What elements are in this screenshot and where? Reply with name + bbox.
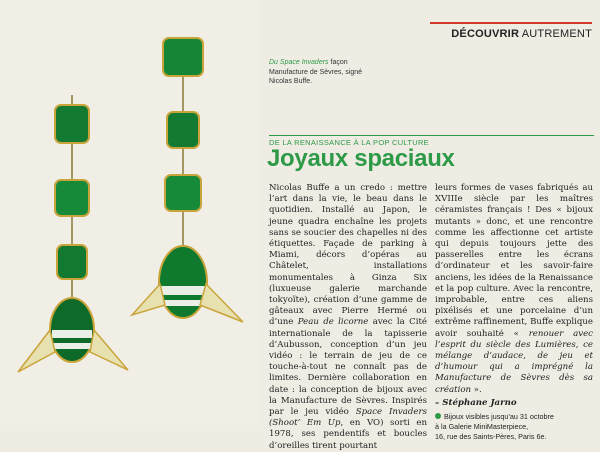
left-text-1: Nicolas Buffe a un credo : mettre l’art dans la vie, le beau dans le quotidien. Installé au Japon, le jeune quadra enchaîne les projets sans se soucier des chapelles ni des étiquettes. Façade de parking à Miami, décors d’opéras au Châtelet, installations monumentales à Ginza Six (luxueuse galerie marchande tokyoïte), création d’une gamme de gâteaux avec Pierre Hermé ou d’une bbox=[269, 183, 427, 328]
info-line-2: à la Galerie MiniMasterpiece, bbox=[435, 422, 529, 432]
photo-caption bbox=[269, 58, 365, 87]
earrings-photo bbox=[0, 0, 260, 425]
article-column-right bbox=[435, 183, 593, 442]
left-italic-2: Space Invaders (Shoot’ Em Up bbox=[269, 407, 427, 429]
section-tag bbox=[430, 22, 592, 40]
caption-prefix: Du bbox=[269, 59, 280, 66]
left-text-3: , en VO) sorti en 1978, ses pendentifs et boucles d’oreilles tirent pourtant bbox=[269, 418, 428, 451]
exhibition-info bbox=[435, 412, 593, 442]
left-text-2: avec la Cité internationale de la tapisserie d’Aubusson, conception d’un jeu vidéo : le terrain de jeu de ce touche-à-tout ne connaît pas de limites. Dernière collaboration en date : la conception de bijoux avec la Manufacture de Sèvres. Inspirés par le jeu vidéo bbox=[269, 317, 427, 418]
article-column-left bbox=[269, 183, 427, 452]
caption-italic: Space Invaders bbox=[279, 59, 329, 66]
right-text-1: leurs formes de vases fabriqués au XVIIIe siècle par les maîtres céramistes français ! Des « bijoux mutants » donc, et une rencontre comme les affectionne cet artiste qui depuis toujours jette des passerelles entre les écrans d’ordinateur et les savoir-faire anciens, les idées de la Renaissance et la pop culture. Avec la rencontre, improbable, entre ces aliens pixélisés et une porcelaine d’un extrême raffinement, Buffe explique avoir souhaité « bbox=[435, 183, 593, 339]
author-byline: – Stéphane Jarno bbox=[435, 397, 517, 408]
info-line-3: 16, rue des Saints-Pères, Paris 6e. bbox=[435, 432, 547, 442]
caption-text: façon Manufacture de Sèvres, signé Nicolas Buffe. bbox=[269, 59, 362, 85]
bullet-dot-icon bbox=[435, 413, 441, 419]
kicker: DE LA RENAISSANCE À LA POP CULTURE bbox=[269, 135, 594, 147]
left-italic-1: Peau de licorne bbox=[297, 317, 369, 328]
section-tag-bold: DÉCOUVRIR bbox=[451, 28, 520, 40]
section-tag-rest: AUTREMENT bbox=[519, 28, 592, 40]
right-italic-1: renouer avec l’esprit du siècle des Lumières, ce mélange d’audace, de jeu et d’humour qui a imprégné la Manufacture de Sèvres dès sa création bbox=[435, 328, 593, 395]
article-title: Joyaux spaciaux bbox=[267, 145, 455, 172]
info-line-1: Bijoux visibles jusqu’au 31 octobre bbox=[444, 412, 554, 422]
right-text-2: ». bbox=[471, 384, 482, 395]
